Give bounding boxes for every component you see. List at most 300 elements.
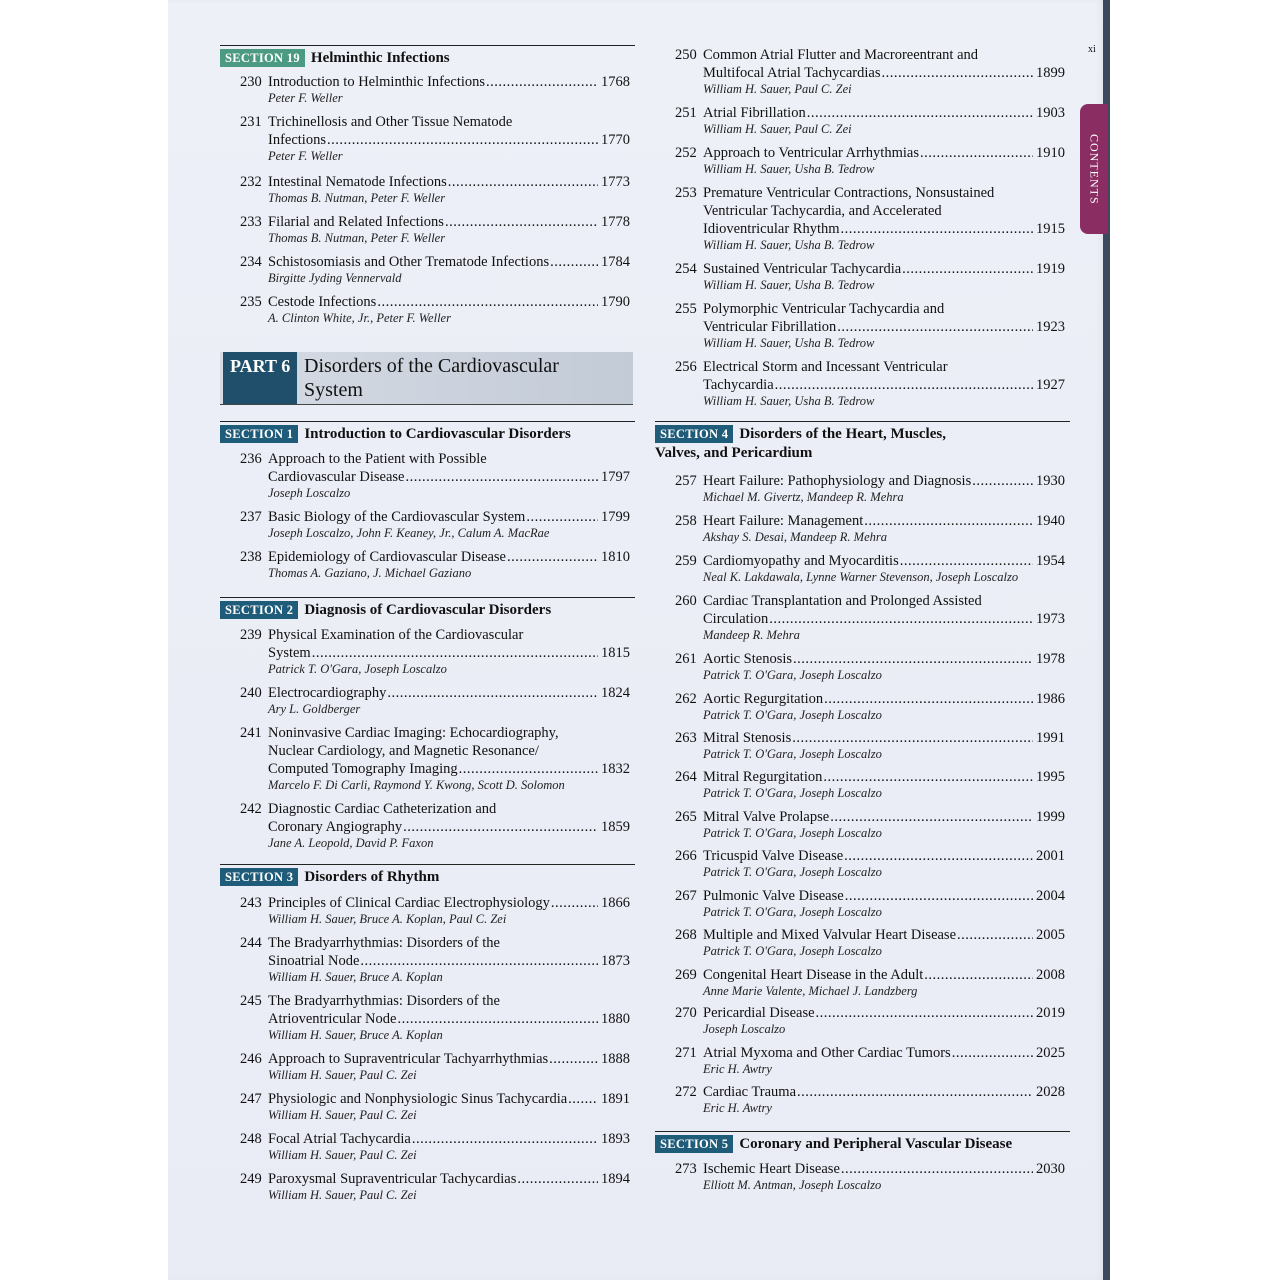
entry-title-line [675, 512, 1065, 530]
chapter-number: 273 [675, 1161, 697, 1177]
chapter-title: Approach to the Patient with Possible [268, 451, 487, 467]
section-title: Introduction to Cardiovascular Disorders [304, 426, 571, 442]
dot-leader [445, 213, 598, 231]
chapter-authors: Anne Marie Valente, Michael J. Landzberg [703, 984, 918, 998]
entry-title-line [240, 1130, 630, 1148]
chapter-title: Diagnostic Cardiac Catheterization and [268, 801, 497, 817]
page-reference: 1797 [601, 469, 630, 485]
section-4-header [655, 421, 1070, 463]
page-reference: 1770 [601, 132, 630, 148]
chapter-authors: William H. Sauer, Paul C. Zei [268, 1108, 417, 1122]
section-19-header [220, 45, 635, 68]
toc-entry[interactable] [675, 358, 1065, 409]
entry-title-line [240, 131, 630, 149]
entry-title-line [240, 894, 630, 912]
toc-entry[interactable] [240, 173, 630, 206]
chapter-number: 240 [240, 685, 262, 701]
toc-entry[interactable] [675, 1083, 1065, 1116]
toc-entry[interactable] [675, 1160, 1065, 1193]
dot-leader [952, 1044, 1033, 1062]
entry-title-line [240, 742, 630, 760]
chapter-title: Trichinellosis and Other Tissue Nematode [268, 114, 513, 130]
contents-tab [1080, 104, 1108, 234]
chapter-authors: Marcelo F. Di Carli, Raymond Y. Kwong, Scott D. Solomon [268, 778, 565, 792]
entry-title-line [675, 1160, 1065, 1178]
entry-title-line [675, 260, 1065, 278]
chapter-title: Circulation [703, 611, 769, 627]
toc-entry[interactable] [240, 548, 630, 581]
chapter-title: Atrial Fibrillation [703, 105, 806, 121]
dot-leader [769, 610, 1033, 628]
page-reference: 1893 [601, 1131, 630, 1147]
toc-entry[interactable] [240, 293, 630, 326]
dot-leader [377, 293, 598, 311]
entry-title-line [240, 1090, 630, 1108]
page-reference: 1891 [601, 1091, 630, 1107]
toc-entry[interactable] [240, 626, 630, 677]
dot-leader [517, 1170, 598, 1188]
chapter-number: 249 [240, 1171, 262, 1187]
page-reference: 1973 [1036, 611, 1065, 627]
chapter-title: Ventricular Fibrillation [703, 319, 837, 335]
chapter-authors: William H. Sauer, Bruce A. Koplan [268, 1028, 443, 1042]
chapter-title: Heart Failure: Pathophysiology and Diagnosis [703, 473, 972, 489]
chapter-number: 264 [675, 769, 697, 785]
part-title-line-2: System [304, 379, 363, 401]
chapter-number: 257 [675, 473, 697, 489]
entry-title-line [675, 768, 1065, 786]
entry-title-line [675, 887, 1065, 905]
toc-entry[interactable] [675, 592, 1065, 643]
toc-entry[interactable] [675, 144, 1065, 177]
entry-title-line [675, 592, 1065, 610]
toc-entry[interactable] [240, 724, 630, 793]
chapter-number: 230 [240, 74, 262, 90]
chapter-number: 255 [675, 301, 697, 317]
chapter-title: Coronary Angiography [268, 819, 403, 835]
toc-entry[interactable] [240, 1090, 630, 1123]
entry-title-line [675, 202, 1065, 220]
dot-leader [957, 926, 1033, 944]
toc-entry[interactable] [675, 184, 1065, 253]
chapter-authors: William H. Sauer, Usha B. Tedrow [703, 336, 875, 350]
entry-title-line [675, 46, 1065, 64]
toc-entry[interactable] [240, 213, 630, 246]
chapter-title: Electrocardiography [268, 685, 387, 701]
page-reference: 1859 [601, 819, 630, 835]
chapter-authors: Patrick T. O'Gara, Joseph Loscalzo [703, 905, 882, 919]
dot-leader [775, 376, 1033, 394]
chapter-number: 242 [240, 801, 262, 817]
dot-leader [792, 729, 1033, 747]
page-reference: 1815 [601, 645, 630, 661]
section-title: Diagnosis of Cardiovascular Disorders [304, 602, 552, 618]
dot-leader [845, 887, 1033, 905]
chapter-title: Electrical Storm and Incessant Ventricular [703, 359, 948, 375]
contents-tab-label: CONTENTS [1087, 133, 1102, 205]
chapter-title: Introduction to Helminthic Infections [268, 74, 486, 90]
toc-entry[interactable] [240, 894, 630, 927]
chapter-title: Schistosomiasis and Other Trematode Infections [268, 254, 550, 270]
chapter-title: Cestode Infections [268, 294, 377, 310]
dot-leader [551, 894, 598, 912]
toc-entry[interactable] [675, 512, 1065, 545]
chapter-title: Epidemiology of Cardiovascular Disease [268, 549, 506, 565]
chapter-authors: Peter F. Weller [268, 149, 343, 163]
entry-title-line [240, 73, 630, 91]
toc-entry[interactable] [675, 1004, 1065, 1037]
chapter-number: 251 [675, 105, 697, 121]
entry-title-line [240, 253, 630, 271]
dot-leader [507, 548, 598, 566]
chapter-title: Premature Ventricular Contractions, Nonsustained [703, 185, 995, 201]
toc-entry[interactable] [675, 808, 1065, 841]
chapter-number: 261 [675, 651, 697, 667]
right-margin [1110, 0, 1280, 1280]
chapter-authors: Thomas B. Nutman, Peter F. Weller [268, 191, 446, 205]
entry-title-line [240, 213, 630, 231]
dot-leader [387, 684, 598, 702]
chapter-title: Sustained Ventricular Tachycardia [703, 261, 902, 277]
entry-title-line [675, 847, 1065, 865]
toc-entry[interactable] [240, 73, 630, 106]
chapter-number: 254 [675, 261, 697, 277]
entry-title-line [240, 684, 630, 702]
dot-leader [448, 173, 598, 191]
chapter-title: Infections [268, 132, 326, 148]
chapter-title: Atrial Myxoma and Other Cardiac Tumors [703, 1045, 951, 1061]
entry-title-line [240, 1170, 630, 1188]
page-reference: 1903 [1036, 105, 1065, 121]
toc-entry[interactable] [675, 729, 1065, 762]
dot-leader [841, 220, 1033, 238]
chapter-authors: William H. Sauer, Usha B. Tedrow [703, 238, 875, 252]
chapter-title: Focal Atrial Tachycardia [268, 1131, 411, 1147]
chapter-authors: William H. Sauer, Bruce A. Koplan, Paul C. Zei [268, 912, 507, 926]
chapter-title: Computed Tomography Imaging [268, 761, 458, 777]
toc-entry[interactable] [675, 650, 1065, 683]
entry-title-line [240, 992, 630, 1010]
entry-title-line [675, 64, 1065, 82]
dot-leader [920, 144, 1033, 162]
page-reference: 1954 [1036, 553, 1065, 569]
entry-title-line [240, 952, 630, 970]
dot-leader [403, 818, 598, 836]
chapter-number: 269 [675, 967, 697, 983]
entry-title-line [675, 966, 1065, 984]
chapter-authors: William H. Sauer, Paul C. Zei [703, 82, 852, 96]
chapter-authors: Akshay S. Desai, Mandeep R. Mehra [703, 530, 887, 544]
chapter-authors: William H. Sauer, Paul C. Zei [703, 122, 852, 136]
dot-leader [837, 318, 1033, 336]
page-reference: 2028 [1036, 1084, 1065, 1100]
dot-leader [397, 1010, 598, 1028]
chapter-number: 265 [675, 809, 697, 825]
chapter-authors: A. Clinton White, Jr., Peter F. Weller [268, 311, 451, 325]
chapter-number: 236 [240, 451, 262, 467]
entry-title-line [240, 626, 630, 644]
chapter-title: Approach to Ventricular Arrhythmias [703, 145, 919, 161]
page-reference: 2025 [1036, 1045, 1065, 1061]
chapter-title: Tricuspid Valve Disease [703, 848, 844, 864]
chapter-title: Cardiac Trauma [703, 1084, 797, 1100]
section-badge: SECTION 1 [220, 425, 298, 443]
page-reference: 2030 [1036, 1161, 1065, 1177]
toc-entry[interactable] [675, 926, 1065, 959]
chapter-authors: Thomas B. Nutman, Peter F. Weller [268, 231, 446, 245]
toc-entry[interactable] [240, 253, 630, 286]
entry-title-line [240, 548, 630, 566]
toc-entry[interactable] [240, 684, 630, 717]
section-title: Helminthic Infections [310, 50, 450, 66]
chapter-authors: Patrick T. O'Gara, Joseph Loscalzo [703, 944, 882, 958]
dot-leader [327, 131, 598, 149]
entry-title-line [675, 1083, 1065, 1101]
dot-leader [793, 650, 1033, 668]
dot-leader [972, 472, 1033, 490]
chapter-number: 235 [240, 294, 262, 310]
page-reference: 1810 [601, 549, 630, 565]
chapter-title: The Bradyarrhythmias: Disorders of the [268, 935, 500, 951]
chapter-title: Heart Failure: Management [703, 513, 864, 529]
page-reference: 1919 [1036, 261, 1065, 277]
toc-entry[interactable] [675, 887, 1065, 920]
chapter-authors: William H. Sauer, Usha B. Tedrow [703, 162, 875, 176]
section-5-header [655, 1131, 1070, 1154]
dot-leader [360, 952, 598, 970]
dot-leader [816, 1004, 1033, 1022]
chapter-number: 233 [240, 214, 262, 230]
toc-entry[interactable] [240, 1130, 630, 1163]
chapter-number: 252 [675, 145, 697, 161]
chapter-number: 260 [675, 593, 697, 609]
page-reference: 2008 [1036, 967, 1065, 983]
chapter-authors: Jane A. Leopold, David P. Faxon [268, 836, 434, 850]
chapter-number: 239 [240, 627, 262, 643]
chapter-title: Polymorphic Ventricular Tachycardia and [703, 301, 945, 317]
page-reference: 1910 [1036, 145, 1065, 161]
dot-leader [406, 468, 599, 486]
chapter-authors: Joseph Loscalzo [703, 1022, 786, 1036]
entry-title-line [675, 144, 1065, 162]
entry-title-line [675, 552, 1065, 570]
chapter-number: 259 [675, 553, 697, 569]
entry-title-line [240, 1010, 630, 1028]
chapter-title: Tachycardia [703, 377, 774, 393]
entry-title-line [675, 376, 1065, 394]
page-reference: 1986 [1036, 691, 1065, 707]
page-reference: 1930 [1036, 473, 1065, 489]
toc-entry[interactable] [675, 104, 1065, 137]
toc-entry[interactable] [675, 966, 1065, 999]
chapter-number: 267 [675, 888, 697, 904]
dot-leader [568, 1090, 598, 1108]
toc-entry[interactable] [675, 552, 1065, 585]
chapter-number: 238 [240, 549, 262, 565]
toc-entry[interactable] [240, 992, 630, 1043]
entry-title-line [675, 184, 1065, 202]
chapter-authors: Patrick T. O'Gara, Joseph Loscalzo [703, 708, 882, 722]
toc-entry[interactable] [240, 113, 630, 164]
chapter-authors: Patrick T. O'Gara, Joseph Loscalzo [703, 747, 882, 761]
toc-entry[interactable] [240, 508, 630, 541]
chapter-number: 234 [240, 254, 262, 270]
chapter-title: Nuclear Cardiology, and Magnetic Resonance/ [268, 743, 539, 759]
dot-leader [841, 1160, 1033, 1178]
chapter-title: Cardiomyopathy and Myocarditis [703, 553, 899, 569]
chapter-authors: Joseph Loscalzo [268, 486, 351, 500]
left-margin [0, 0, 168, 1280]
entry-title-line [675, 610, 1065, 628]
page-reference: 1880 [601, 1011, 630, 1027]
chapter-number: 237 [240, 509, 262, 525]
toc-entry[interactable] [240, 934, 630, 985]
chapter-title: Basic Biology of the Cardiovascular System [268, 509, 526, 525]
toc-entry[interactable] [675, 300, 1065, 351]
chapter-title: Filarial and Related Infections [268, 214, 444, 230]
page-reference: 1995 [1036, 769, 1065, 785]
dot-leader [550, 253, 598, 271]
chapter-number: 253 [675, 185, 697, 201]
section-badge: SECTION 4 [655, 425, 733, 443]
toc-entry[interactable] [675, 1044, 1065, 1077]
toc-entry[interactable] [675, 472, 1065, 505]
entry-title-line [675, 690, 1065, 708]
chapter-title: Ventricular Tachycardia, and Accelerated [703, 203, 942, 219]
dot-leader [312, 644, 598, 662]
chapter-title: Ischemic Heart Disease [703, 1161, 840, 1177]
chapter-title: Common Atrial Flutter and Macroreentrant and [703, 47, 979, 63]
entry-title-line [675, 472, 1065, 490]
chapter-authors: Peter F. Weller [268, 91, 343, 105]
chapter-number: 256 [675, 359, 697, 375]
chapter-authors: William H. Sauer, Paul C. Zei [268, 1068, 417, 1082]
chapter-authors: Thomas A. Gaziano, J. Michael Gaziano [268, 566, 472, 580]
entry-title-line [240, 113, 630, 131]
entry-title-line [240, 800, 630, 818]
section-title: Disorders of Rhythm [304, 869, 440, 885]
entry-title-line [675, 318, 1065, 336]
part-6-header [220, 352, 633, 405]
part-label: PART 6 [223, 352, 297, 404]
entry-title-line [675, 1044, 1065, 1062]
section-badge: SECTION 3 [220, 868, 298, 886]
chapter-number: 258 [675, 513, 697, 529]
page-reference: 1999 [1036, 809, 1065, 825]
entry-title-line [675, 300, 1065, 318]
dot-leader [549, 1050, 598, 1068]
entry-title-line [240, 450, 630, 468]
chapter-title: Aortic Stenosis [703, 651, 793, 667]
chapter-authors: Ary L. Goldberger [268, 702, 361, 716]
chapter-title: Intestinal Nematode Infections [268, 174, 447, 190]
page-reference: 1778 [601, 214, 630, 230]
dot-leader [844, 847, 1033, 865]
dot-leader [900, 552, 1033, 570]
chapter-title: Noninvasive Cardiac Imaging: Echocardiography, [268, 725, 559, 741]
chapter-title: Atrioventricular Node [268, 1011, 397, 1027]
toc-entry[interactable] [240, 1050, 630, 1083]
entry-title-line [240, 724, 630, 742]
chapter-number: 243 [240, 895, 262, 911]
page-reference: 1790 [601, 294, 630, 310]
chapter-title: Paroxysmal Supraventricular Tachycardias [268, 1171, 517, 1187]
page-number: xi [1088, 44, 1096, 55]
entry-title-line [675, 808, 1065, 826]
chapter-authors: William H. Sauer, Usha B. Tedrow [703, 278, 875, 292]
toc-entry[interactable] [675, 260, 1065, 293]
chapter-number: 268 [675, 927, 697, 943]
chapter-authors: Patrick T. O'Gara, Joseph Loscalzo [268, 662, 447, 676]
chapter-title: Sinoatrial Node [268, 953, 360, 969]
entry-title-line [675, 358, 1065, 376]
chapter-number: 241 [240, 725, 262, 741]
section-title: Coronary and Peripheral Vascular Disease [739, 1136, 1013, 1152]
chapter-authors: William H. Sauer, Paul C. Zei [268, 1188, 417, 1202]
entry-title-line [240, 934, 630, 952]
dot-leader [807, 104, 1033, 122]
chapter-number: 244 [240, 935, 262, 951]
chapter-title: Physical Examination of the Cardiovascular [268, 627, 524, 643]
section-badge: SECTION 19 [220, 49, 305, 67]
chapter-authors: William H. Sauer, Bruce A. Koplan [268, 970, 443, 984]
page-reference: 1873 [601, 953, 630, 969]
toc-entry[interactable] [675, 690, 1065, 723]
page-reference: 1894 [601, 1171, 630, 1187]
entry-title-line [675, 729, 1065, 747]
chapter-authors: William H. Sauer, Paul C. Zei [268, 1148, 417, 1162]
chapter-number: 231 [240, 114, 262, 130]
page-reference: 1832 [601, 761, 630, 777]
page-reference: 1773 [601, 174, 630, 190]
chapter-title: Multifocal Atrial Tachycardias [703, 65, 881, 81]
entry-title-line [240, 468, 630, 486]
part-title [304, 354, 604, 402]
toc-entry[interactable] [240, 450, 630, 501]
toc-entry[interactable] [675, 847, 1065, 880]
dot-leader [412, 1130, 598, 1148]
entry-title-line [240, 293, 630, 311]
toc-entry[interactable] [240, 1170, 630, 1203]
chapter-title: Pericardial Disease [703, 1005, 815, 1021]
chapter-authors: Patrick T. O'Gara, Joseph Loscalzo [703, 668, 882, 682]
chapter-title: Idioventricular Rhythm [703, 221, 840, 237]
chapter-number: 262 [675, 691, 697, 707]
section-badge: SECTION 5 [655, 1135, 733, 1153]
page-reference: 1978 [1036, 651, 1065, 667]
chapter-authors: Neal K. Lakdawala, Lynne Warner Stevenson, Joseph Loscalzo [703, 570, 1019, 584]
dot-leader [823, 768, 1033, 786]
chapter-number: 245 [240, 993, 262, 1009]
entry-title-line [240, 508, 630, 526]
part-title-line-1: Disorders of the Cardiovascular [304, 355, 559, 377]
toc-entry[interactable] [240, 800, 630, 851]
section-2-header [220, 597, 635, 620]
chapter-title: Multiple and Mixed Valvular Heart Disease [703, 927, 957, 943]
entry-title-line [240, 818, 630, 836]
page-reference: 1927 [1036, 377, 1065, 393]
toc-entry[interactable] [675, 46, 1065, 97]
dot-leader [902, 260, 1033, 278]
dot-leader [459, 760, 598, 778]
chapter-authors: Eric H. Awtry [703, 1062, 772, 1076]
chapter-number: 247 [240, 1091, 262, 1107]
entry-title-line [675, 1004, 1065, 1022]
chapter-number: 263 [675, 730, 697, 746]
toc-entry[interactable] [675, 768, 1065, 801]
page-reference: 1824 [601, 685, 630, 701]
section-title-line-1: Disorders of the Heart, Muscles, [739, 426, 946, 442]
